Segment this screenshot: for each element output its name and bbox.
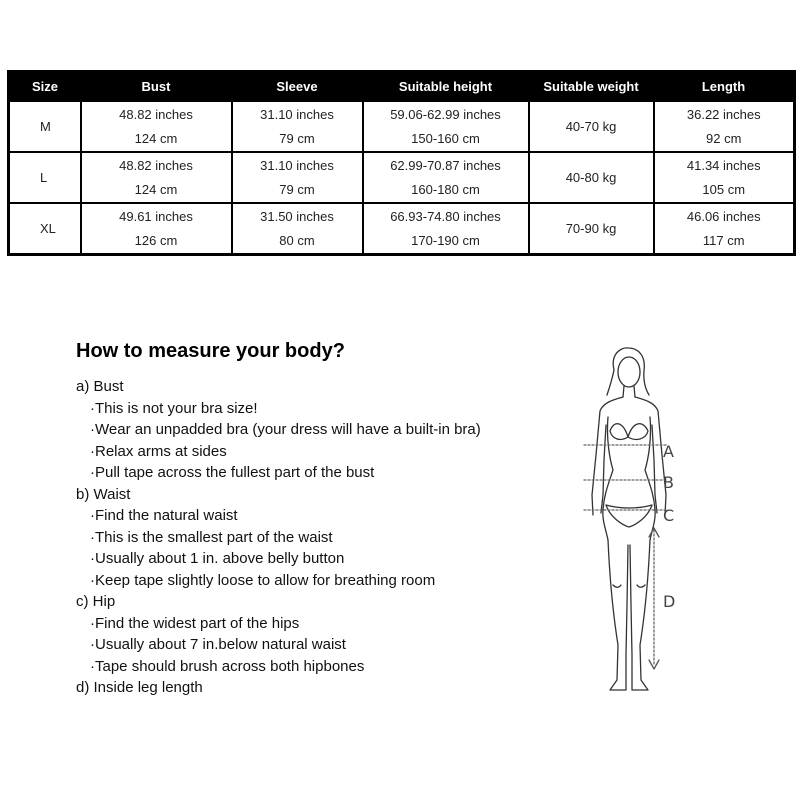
bust-cell bbox=[81, 101, 232, 152]
label-b: B bbox=[663, 473, 674, 492]
header-suitable-weight: Suitable weight bbox=[529, 72, 654, 102]
list-item: ·Wear an unpadded bra (your dress will have a built-in bra) bbox=[90, 421, 481, 438]
section-waist-label: b) Waist bbox=[76, 485, 131, 503]
bust-cell bbox=[81, 152, 232, 203]
header-sleeve: Sleeve bbox=[232, 72, 363, 102]
sleeve-cm: 79 cm bbox=[279, 130, 315, 146]
woman-outline-icon bbox=[592, 348, 666, 690]
header-length: Length bbox=[654, 72, 795, 102]
height-cm: 160-180 cm bbox=[411, 181, 480, 197]
size-cell: L bbox=[9, 152, 81, 203]
sleeve-cell bbox=[232, 152, 363, 203]
table-row bbox=[9, 101, 795, 152]
height-cm: 170-190 cm bbox=[411, 232, 480, 248]
height-cell bbox=[363, 203, 529, 255]
weight-cell: 70-90 kg bbox=[529, 203, 654, 255]
list-item: ·Usually about 7 in.below natural waist bbox=[90, 636, 346, 653]
label-d: D bbox=[663, 592, 676, 611]
length-inches: 41.34 inches bbox=[686, 157, 761, 173]
list-item: ·Relax arms at sides bbox=[90, 442, 227, 460]
label-a: A bbox=[663, 442, 674, 461]
table-header-row bbox=[9, 72, 795, 102]
header-size: Size bbox=[9, 72, 81, 102]
section-hip-label: c) Hip bbox=[76, 593, 116, 610]
bust-cell bbox=[81, 203, 232, 255]
size-chart-table bbox=[7, 70, 796, 256]
sleeve-cell bbox=[232, 101, 363, 152]
list-item: ·Pull tape across the fullest part of the bust bbox=[90, 464, 375, 481]
list-item: ·This is the smallest part of the waist bbox=[90, 528, 333, 546]
table-row bbox=[9, 152, 795, 203]
bust-inches: 48.82 inches bbox=[119, 106, 193, 122]
height-cell bbox=[363, 101, 529, 152]
section-inside-leg-label: d) Inside leg length bbox=[76, 679, 203, 696]
weight-cell: 40-70 kg bbox=[529, 101, 654, 152]
bust-cm: 124 cm bbox=[134, 130, 178, 146]
header-suitable-height: Suitable height bbox=[363, 72, 529, 102]
sleeve-cm: 79 cm bbox=[279, 181, 315, 197]
guide-title: How to measure your body? bbox=[76, 340, 345, 362]
weight-cell: 40-80 kg bbox=[529, 152, 654, 203]
length-cell bbox=[654, 101, 795, 152]
list-item: ·Usually about 1 in. above belly button bbox=[90, 550, 345, 567]
list-item: ·Find the widest part of the hips bbox=[90, 614, 300, 632]
sleeve-cm: 80 cm bbox=[279, 232, 315, 248]
bust-inches: 49.61 inches bbox=[119, 208, 193, 224]
length-cell bbox=[654, 152, 795, 203]
length-cm: 92 cm bbox=[706, 130, 742, 146]
section-bust-label: a) Bust bbox=[76, 378, 124, 395]
list-item: ·Find the natural waist bbox=[90, 507, 238, 524]
length-cm: 117 cm bbox=[702, 232, 745, 248]
bust-cm: 126 cm bbox=[134, 232, 178, 248]
body-measure-figure bbox=[570, 345, 690, 705]
height-inches: 62.99-70.87 inches bbox=[390, 157, 501, 173]
height-cm: 150-160 cm bbox=[411, 130, 480, 146]
list-item: ·Keep tape slightly loose to allow for breathing room bbox=[90, 571, 436, 589]
measure-guide bbox=[76, 376, 556, 699]
bust-inches: 48.82 inches bbox=[119, 157, 193, 173]
length-inches: 46.06 inches bbox=[686, 208, 761, 224]
height-cell bbox=[363, 152, 529, 203]
sleeve-inches: 31.10 inches bbox=[260, 106, 334, 122]
size-cell: M bbox=[9, 101, 81, 152]
sleeve-inches: 31.50 inches bbox=[260, 208, 334, 224]
size-cell: XL bbox=[9, 203, 81, 255]
length-inches: 36.22 inches bbox=[686, 106, 761, 122]
list-item: ·This is not your bra size! bbox=[90, 399, 258, 417]
label-c: C bbox=[663, 506, 675, 525]
table-row bbox=[9, 203, 795, 255]
length-cm: 105 cm bbox=[702, 181, 746, 197]
height-inches: 59.06-62.99 inches bbox=[390, 106, 501, 122]
bust-cm: 124 cm bbox=[134, 181, 178, 197]
list-item: ·Tape should brush across both hipbones bbox=[90, 657, 365, 675]
header-bust: Bust bbox=[81, 72, 232, 102]
sleeve-inches: 31.10 inches bbox=[260, 157, 334, 173]
sleeve-cell bbox=[232, 203, 363, 255]
height-inches: 66.93-74.80 inches bbox=[390, 208, 501, 224]
length-cell bbox=[654, 203, 795, 255]
